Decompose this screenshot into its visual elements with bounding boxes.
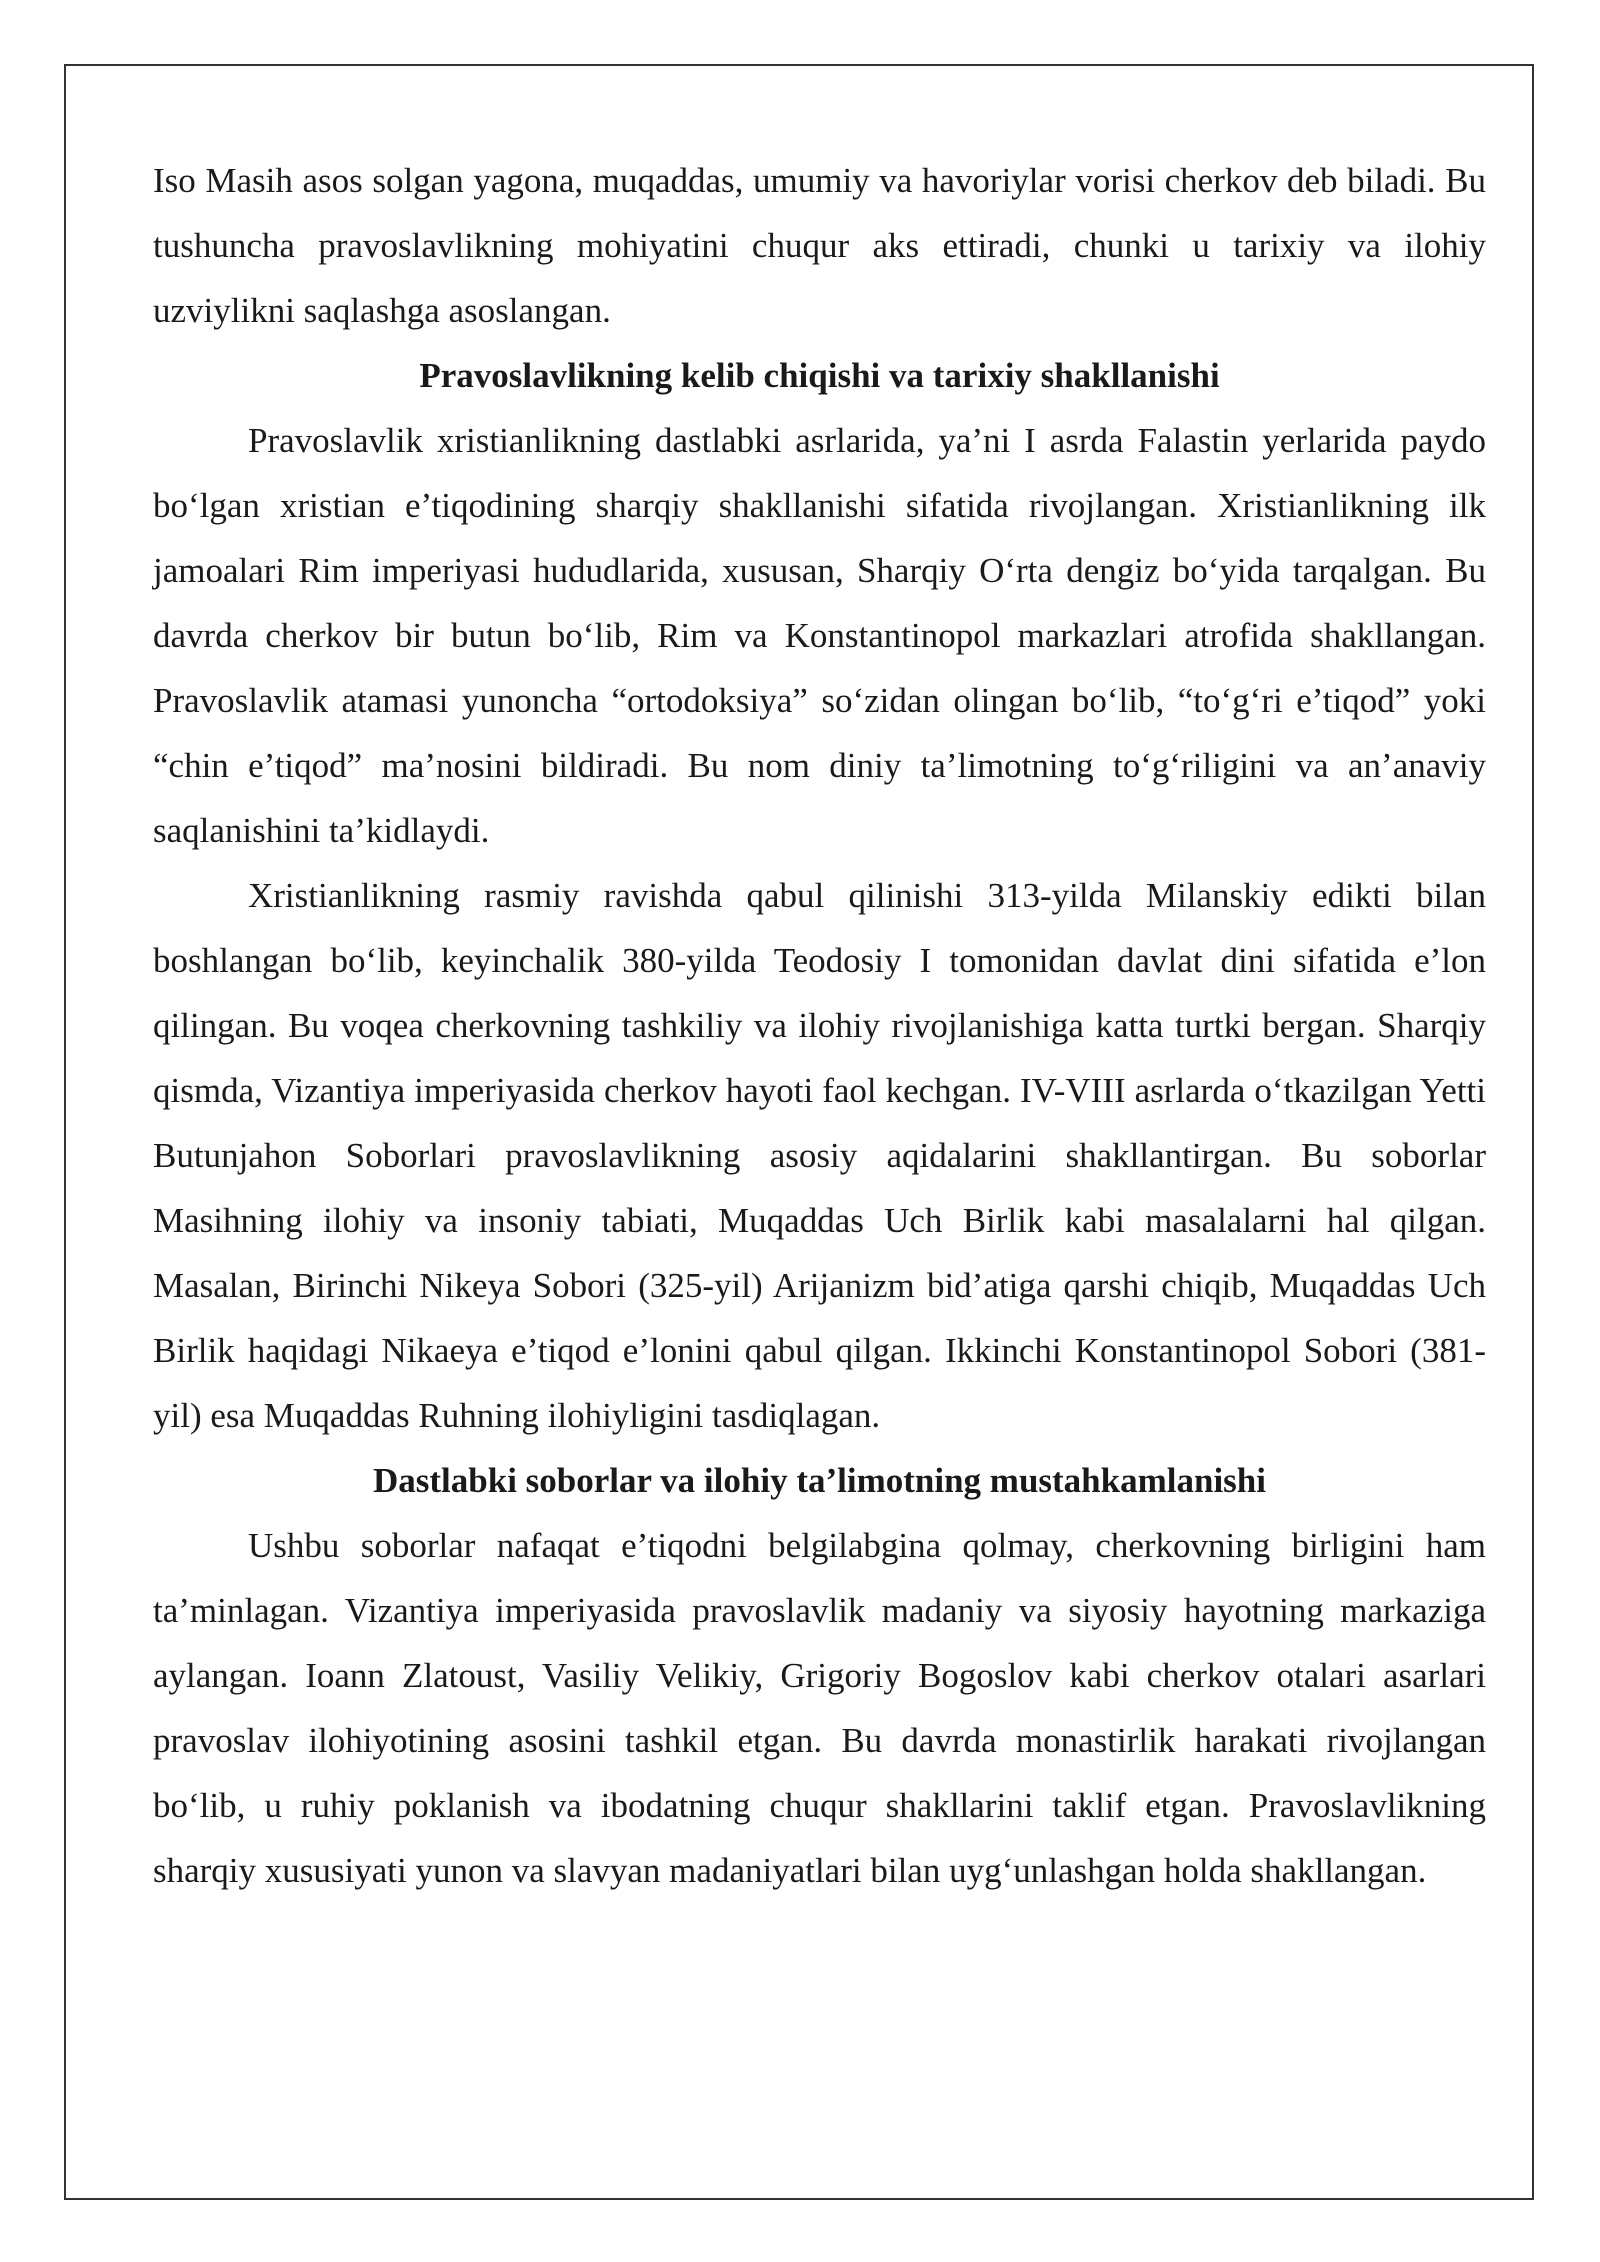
document-body (153, 148, 1486, 1903)
section-heading-origins: Pravoslavlikning kelib chiqishi va tarixiy shakllanishi (419, 356, 1220, 395)
paragraph-origins-2: Xristianlikning rasmiy ravishda qabul qilinishi 313-yilda Milanskiy edikti bilan boshlangan bo‘lib, keyinchalik 380-yilda Teodosiy I tomonidan davlat dini sifatida e’lon qilingan. Bu voqea cherkovning tashkiliy va ilohiy rivojlanishiga katta turtki bergan. Sharqiy qismda, Vizantiya imperiyasida cherkov hayoti faol kechgan. IV-VIII asrlarda o‘tkazilgan Yetti Butunjahon Soborlari pravoslavlikning asosiy aqidalarini shakllantirgan. Bu soborlar Masihning ilohiy va insoniy tabiati, Muqaddas Uch Birlik kabi masalalarni hal qilgan. Masalan, Birinchi Nikeya Sobori (325-yil) Arijanizm bid’atiga qarshi chiqib, Muqaddas Uch Birlik haqidagi Nikaeya e’tiqod e’lonini qabul qilgan. Ikkinchi Konstantinopol Sobori (381-yil) esa Muqaddas Ruhning ilohiyligini tasdiqlagan. (153, 876, 1486, 1435)
section-heading-councils: Dastlabki soborlar va ilohiy ta’limotning mustahkamlanishi (373, 1461, 1266, 1500)
intro-paragraph: Iso Masih asos solgan yagona, muqaddas, umumiy va havoriylar vorisi cherkov deb biladi. Bu tushuncha pravoslavlikning mohiyatini chuqur aks ettiradi, chunki u tarixiy va ilohiy uzviylikni saqlashga asoslangan. (153, 161, 1486, 330)
paragraph-councils-1: Ushbu soborlar nafaqat e’tiqodni belgilabgina qolmay, cherkovning birligini ham ta’minlagan. Vizantiya imperiyasida pravoslavlik madaniy va siyosiy hayotning markaziga aylangan. Ioann Zlatoust, Vasiliy Velikiy, Grigoriy Bogoslov kabi cherkov otalari asarlari pravoslav ilohiyotining asosini tashkil etgan. Bu davrda monastirlik harakati rivojlangan bo‘lib, u ruhiy poklanish va ibodatning chuqur shakllarini taklif etgan. Pravoslavlikning sharqiy xususiyati yunon va slavyan madaniyatlari bilan uyg‘unlashgan holda shakllangan. (153, 1526, 1486, 1890)
paragraph-origins-1: Pravoslavlik xristianlikning dastlabki asrlarida, ya’ni I asrda Falastin yerlarida paydo bo‘lgan xristian e’tiqodining sharqiy shakllanishi sifatida rivojlangan. Xristianlikning ilk jamoalari Rim imperiyasi hududlarida, xususan, Sharqiy O‘rta dengiz bo‘yida tarqalgan. Bu davrda cherkov bir butun bo‘lib, Rim va Konstantinopol markazlari atrofida shakllangan. Pravoslavlik atamasi yunoncha “ortodoksiya” so‘zidan olingan bo‘lib, “to‘g‘ri e’tiqod” yoki “chin e’tiqod” ma’nosini bildiradi. Bu nom diniy ta’limotning to‘g‘riligini va an’anaviy saqlanishini ta’kidlaydi. (153, 421, 1486, 850)
